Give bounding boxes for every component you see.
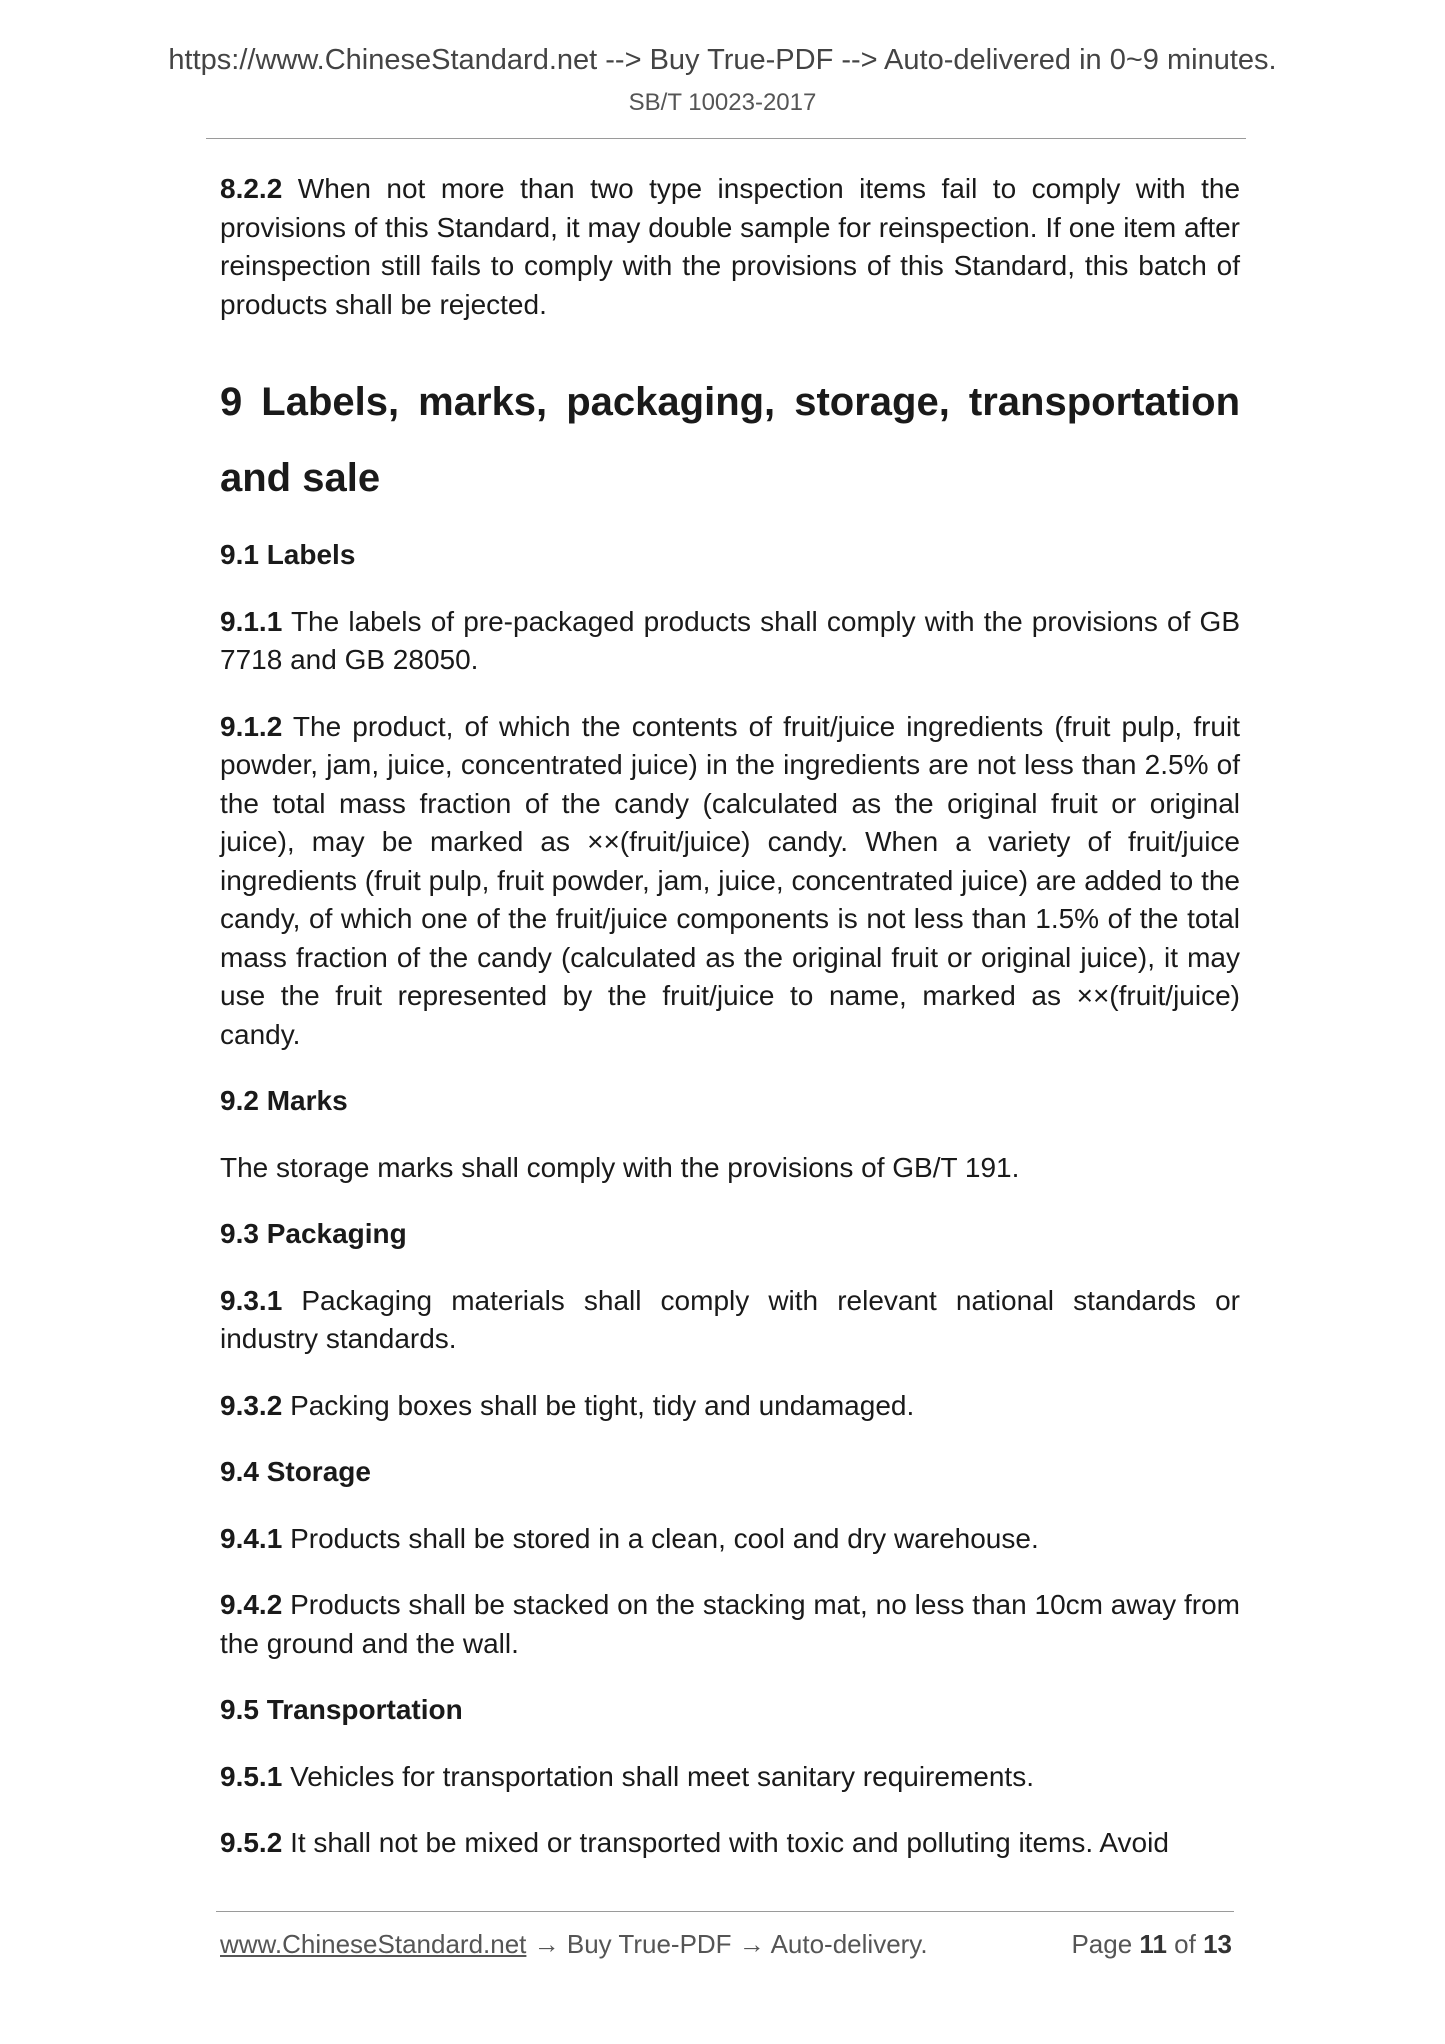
clause-8-2-2 [220, 170, 1240, 324]
clause-text: The product, of which the contents of fruit/juice ingredients (fruit pulp, fruit powder, jam, juice, concentrated juice) in the ingredients are not less than 2.5% of the total mass fraction of the candy (calculated as the original fruit or original juice), may be marked as ××(fruit/juice) candy. When a variety of fruit/juice ingredients (fruit pulp, fruit powder, jam, juice, concentrated juice) are added to the candy, of which one of the fruit/juice components is not less than 1.5% of the total mass fraction of the candy (calculated as the original fruit or original juice), it may use the fruit represented by the fruit/juice to name, marked as ××(fruit/juice) candy. [220, 710, 1240, 1050]
clause-number: 9.4.1 [220, 1522, 283, 1554]
clause-number: 9.5.1 [220, 1760, 283, 1792]
clause-text: Packing boxes shall be tight, tidy and undamaged. [290, 1389, 915, 1421]
section-9-4-heading: 9.4 Storage [220, 1456, 371, 1487]
clause-text: When not more than two type inspection items fail to comply with the provisions of this Standard, it may double sample for reinspection. If one item after reinspection still fails to comply with the provisions of this Standard, this batch of products shall be rejected. [220, 173, 1241, 320]
clause-text: Products shall be stacked on the stacking mat, no less than 10cm away from the ground and the wall. [220, 1589, 1240, 1659]
clause-text: Packaging materials shall comply with relevant national standards or industry standards. [220, 1284, 1241, 1354]
section-9-5-heading: 9.5 Transportation [220, 1694, 463, 1725]
clause-number: 9.3.2 [220, 1389, 283, 1421]
page-current: 11 [1139, 1929, 1167, 1959]
chapter-9-heading: 9 Labels, marks, packaging, storage, transportation and sale [220, 380, 1240, 500]
section-9-2-heading: 9.2 Marks [220, 1085, 348, 1116]
page-indicator [1071, 1926, 1232, 1962]
clause-9-2: The storage marks shall comply with the provisions of GB/T 191. [220, 1151, 1020, 1183]
page-content [220, 170, 1240, 1863]
section-9-3-heading: 9.3 Packaging [220, 1218, 407, 1249]
clause-9-5-1 [220, 1758, 1240, 1797]
footer-divider [216, 1911, 1234, 1912]
clause-number: 9.3.1 [220, 1284, 283, 1316]
clause-9-3-1 [220, 1282, 1240, 1359]
clause-9-4-1 [220, 1520, 1240, 1559]
clause-number: 9.4.2 [220, 1589, 283, 1620]
clause-text: Products shall be stored in a clean, cool and dry warehouse. [290, 1522, 1039, 1554]
clause-number: 9.1.2 [220, 710, 283, 742]
header-divider [206, 138, 1246, 139]
page-total: 13 [1203, 1929, 1232, 1959]
header-url-line: https://www.ChineseStandard.net --> Buy True-PDF --> Auto-delivered in 0~9 minutes. [168, 44, 1277, 76]
clause-text: It shall not be mixed or transported with toxic and polluting items. Avoid [290, 1827, 1169, 1858]
footer-left [220, 1926, 928, 1962]
clause-9-1-1 [220, 603, 1240, 680]
clause-9-5-2 [220, 1824, 1240, 1863]
clause-9-4-2 [220, 1586, 1240, 1663]
standard-code: SB/T 10023-2017 [628, 89, 817, 116]
clause-number: 8.2.2 [220, 173, 283, 204]
clause-number: 9.1.1 [220, 605, 283, 637]
clause-text: The labels of pre-packaged products shall comply with the provisions of GB 7718 and GB 28050. [220, 605, 1240, 675]
clause-9-1-2 [220, 708, 1240, 1055]
page-label: Page [1071, 1929, 1133, 1959]
section-9-1-heading: 9.1 Labels [220, 539, 356, 570]
footer-tagline: → Buy True-PDF → Auto-delivery. [526, 1929, 928, 1959]
of-label: of [1174, 1929, 1196, 1959]
footer-site-link[interactable]: www.ChineseStandard.net [220, 1929, 527, 1959]
clause-9-3-2 [220, 1387, 1240, 1426]
clause-number: 9.5.2 [220, 1827, 283, 1858]
clause-text: Vehicles for transportation shall meet sanitary requirements. [290, 1760, 1034, 1792]
